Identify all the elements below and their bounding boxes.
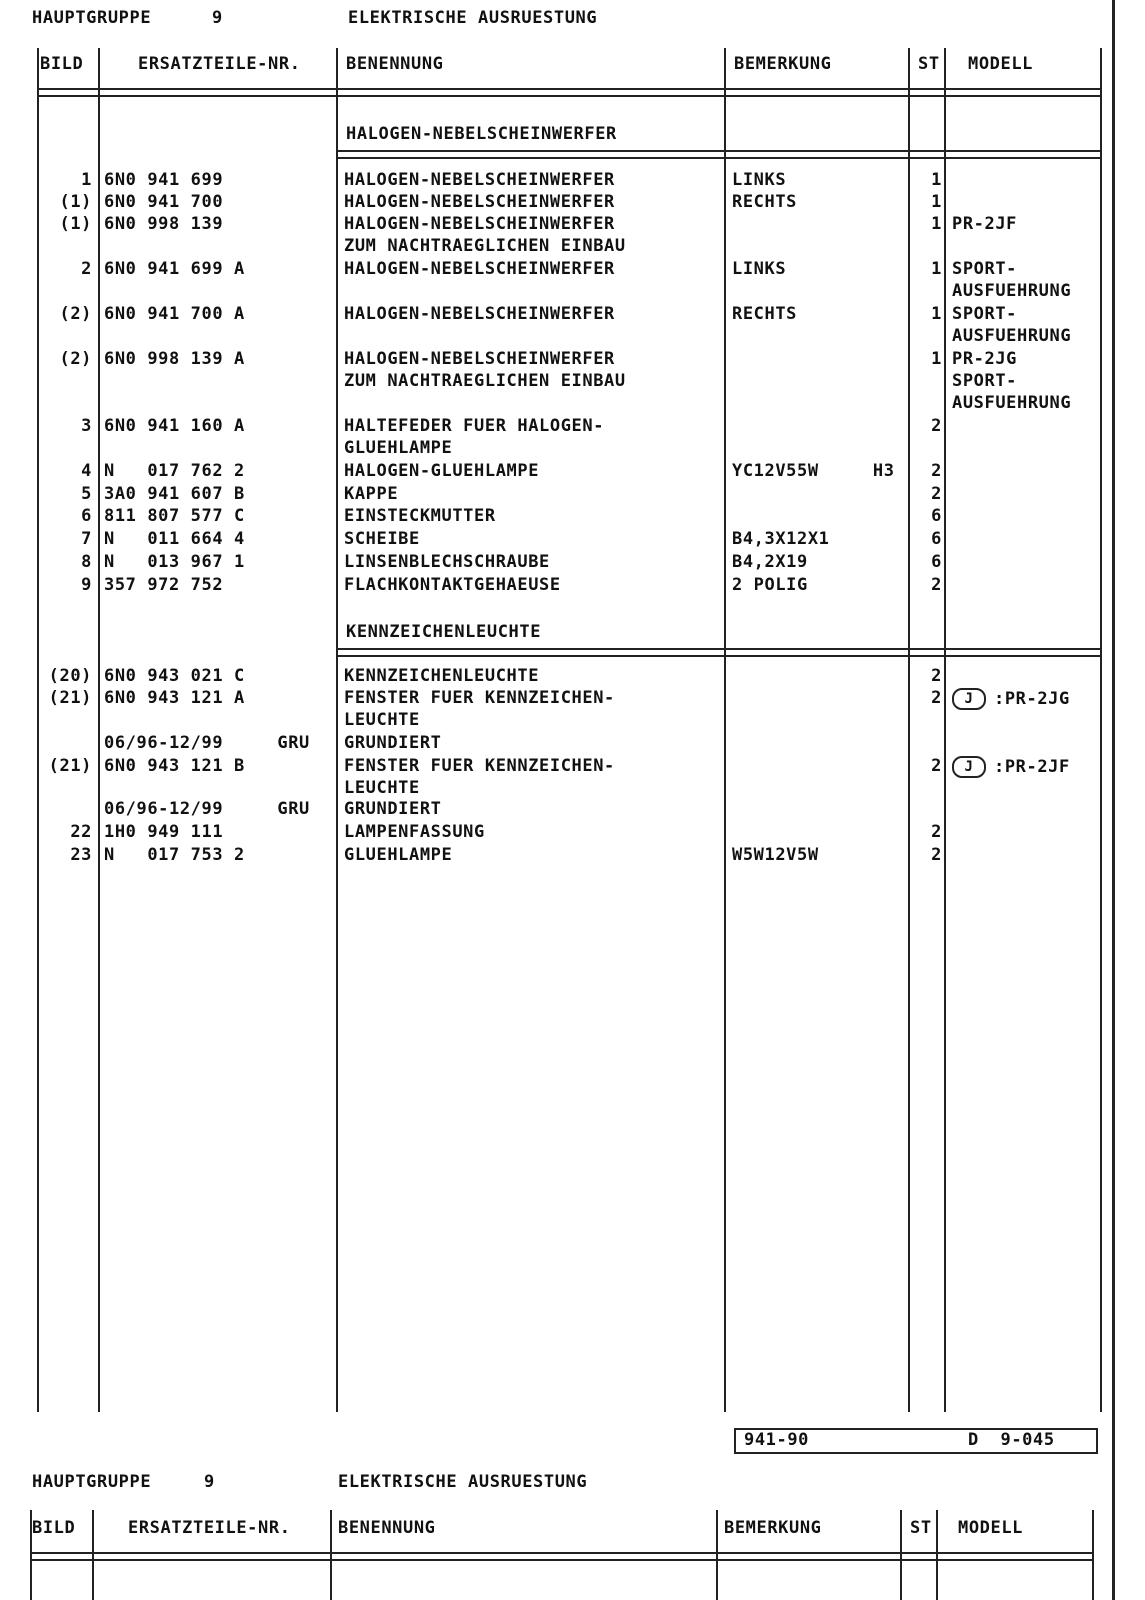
cell-modell: SPORT- [952, 304, 1018, 324]
footer-ref-left: 941-90 [744, 1430, 810, 1450]
column-divider [908, 48, 910, 1412]
col-part-number: ERSATZTEILE-NR. [128, 1518, 291, 1538]
cell-benennung: GLUEHLAMPE [344, 438, 453, 458]
cell-bemerkung: RECHTS [732, 192, 798, 212]
cell-part-number: N 017 753 2 [104, 845, 245, 865]
cell-st: 1 [931, 259, 942, 279]
cell-st: 2 [931, 688, 942, 708]
cell-bild: (1) [59, 214, 92, 234]
col-st: ST [918, 54, 940, 74]
cell-modell: SPORT- [952, 371, 1018, 391]
cell-bild: (20) [48, 666, 92, 686]
cell-benennung: HALOGEN-NEBELSCHEINWERFER [344, 304, 615, 324]
col-part-number: ERSATZTEILE-NR. [138, 54, 301, 74]
cell-st: 1 [931, 214, 942, 234]
cell-benennung: LEUCHTE [344, 778, 420, 798]
cell-benennung: ZUM NACHTRAEGLICHEN EINBAU [344, 371, 626, 391]
cell-benennung: HALOGEN-NEBELSCHEINWERFER [344, 349, 615, 369]
cell-bild: (21) [48, 688, 92, 708]
cell-st: 1 [931, 192, 942, 212]
cell-modell: PR-2JF [952, 214, 1018, 234]
cell-part-number: 811 807 577 C [104, 506, 245, 526]
cell-st: 2 [931, 575, 942, 595]
cell-bild: 6 [81, 506, 92, 526]
column-divider [1092, 1510, 1094, 1600]
model-code-text: :PR-2JF [994, 757, 1070, 777]
section-separator [338, 648, 1100, 657]
col-benennung: BENENNUNG [346, 54, 444, 74]
col-bemerkung: BEMERKUNG [734, 54, 832, 74]
cell-bemerkung: LINKS [732, 170, 787, 190]
cell-benennung: ZUM NACHTRAEGLICHEN EINBAU [344, 236, 626, 256]
cell-bemerkung: W5W12V5W [732, 845, 819, 865]
header-separator [30, 1552, 1092, 1561]
cell-st: 2 [931, 461, 942, 481]
header-separator [38, 88, 1100, 97]
column-divider [336, 48, 338, 1412]
cell-benennung: FLACHKONTAKTGEHAEUSE [344, 575, 561, 595]
cell-part-number: 6N0 941 699 [104, 170, 224, 190]
cell-benennung: KAPPE [344, 484, 399, 504]
page-edge [1112, 0, 1115, 1600]
cell-st: 1 [931, 304, 942, 324]
cell-st: 2 [931, 756, 942, 776]
cell-benennung: GLUEHLAMPE [344, 845, 453, 865]
cell-benennung: HALOGEN-GLUEHLAMPE [344, 461, 540, 481]
cell-benennung: SCHEIBE [344, 529, 420, 549]
cell-benennung: FENSTER FUER KENNZEICHEN- [344, 756, 615, 776]
cell-bemerkung: YC12V55W H3 [732, 461, 895, 481]
cell-benennung: LEUCHTE [344, 710, 420, 730]
cell-part-number: 06/96-12/99 GRU [104, 733, 310, 753]
cell-bild: 3 [81, 416, 92, 436]
cell-part-number: 06/96-12/99 GRU [104, 799, 310, 819]
cell-bild: 8 [81, 552, 92, 572]
section-title-plate: KENNZEICHENLEUCHTE [346, 622, 542, 642]
column-divider [724, 48, 726, 1412]
cell-modell: SPORT- [952, 259, 1018, 279]
model-code-j-icon: J [952, 688, 986, 710]
cell-benennung: LAMPENFASSUNG [344, 822, 485, 842]
cell-bild: (2) [59, 349, 92, 369]
cell-st: 1 [931, 349, 942, 369]
cell-st: 6 [931, 552, 942, 572]
cell-bemerkung: 2 POLIG [732, 575, 808, 595]
cell-modell: AUSFUEHRUNG [952, 281, 1072, 301]
cell-bild: (1) [59, 192, 92, 212]
cell-modell: AUSFUEHRUNG [952, 326, 1072, 346]
cell-part-number: 3A0 941 607 B [104, 484, 245, 504]
section-separator [338, 150, 1100, 159]
cell-benennung: GRUNDIERT [344, 733, 442, 753]
col-st: ST [910, 1518, 932, 1538]
cell-benennung: KENNZEICHENLEUCHTE [344, 666, 540, 686]
col-benennung: BENENNUNG [338, 1518, 436, 1538]
cell-benennung: HALOGEN-NEBELSCHEINWERFER [344, 214, 615, 234]
page-title: ELEKTRISCHE AUSRUESTUNG [348, 8, 598, 28]
cell-benennung: EINSTECKMUTTER [344, 506, 496, 526]
col-bemerkung: BEMERKUNG [724, 1518, 822, 1538]
cell-modell [952, 756, 1102, 778]
cell-st: 6 [931, 529, 942, 549]
cell-bemerkung: B4,3X12X1 [732, 529, 830, 549]
cell-benennung: HALOGEN-NEBELSCHEINWERFER [344, 259, 615, 279]
cell-bild: 5 [81, 484, 92, 504]
cell-part-number: 6N0 998 139 A [104, 349, 245, 369]
cell-bild: 7 [81, 529, 92, 549]
cell-benennung: HALOGEN-NEBELSCHEINWERFER [344, 192, 615, 212]
section-title-fog: HALOGEN-NEBELSCHEINWERFER [346, 124, 617, 144]
col-modell: MODELL [968, 54, 1034, 74]
group-number: 9 [204, 1472, 215, 1492]
cell-part-number: 6N0 943 121 A [104, 688, 245, 708]
cell-part-number: N 017 762 2 [104, 461, 245, 481]
cell-st: 2 [931, 484, 942, 504]
group-label: HAUPTGRUPPE [32, 1472, 152, 1492]
group-label: HAUPTGRUPPE [32, 8, 152, 28]
col-bild: BILD [40, 54, 84, 74]
cell-bild: 23 [70, 845, 92, 865]
cell-bild: (2) [59, 304, 92, 324]
cell-part-number: N 011 664 4 [104, 529, 245, 549]
cell-bild: 4 [81, 461, 92, 481]
model-code-text: :PR-2JG [994, 689, 1070, 709]
cell-bemerkung: LINKS [732, 259, 787, 279]
cell-modell: PR-2JG [952, 349, 1018, 369]
cell-part-number: 6N0 941 160 A [104, 416, 245, 436]
cell-st: 6 [931, 506, 942, 526]
column-divider [98, 48, 100, 1412]
cell-bemerkung: B4,2X19 [732, 552, 808, 572]
cell-benennung: HALTEFEDER FUER HALOGEN- [344, 416, 605, 436]
cell-part-number: 6N0 941 700 A [104, 304, 245, 324]
column-divider [1100, 48, 1102, 1412]
cell-st: 2 [931, 666, 942, 686]
cell-st: 2 [931, 845, 942, 865]
cell-bild: 1 [81, 170, 92, 190]
cell-benennung: FENSTER FUER KENNZEICHEN- [344, 688, 615, 708]
cell-benennung: GRUNDIERT [344, 799, 442, 819]
cell-bild: 22 [70, 822, 92, 842]
column-divider [944, 48, 946, 1412]
model-code-j-icon: J [952, 756, 986, 778]
col-modell: MODELL [958, 1518, 1024, 1538]
column-divider [37, 48, 39, 1412]
cell-part-number: N 013 967 1 [104, 552, 245, 572]
cell-part-number: 1H0 949 111 [104, 822, 224, 842]
cell-bild: 2 [81, 259, 92, 279]
cell-bild: 9 [81, 575, 92, 595]
cell-benennung: HALOGEN-NEBELSCHEINWERFER [344, 170, 615, 190]
cell-bild: (21) [48, 756, 92, 776]
cell-st: 2 [931, 822, 942, 842]
cell-part-number: 6N0 941 700 [104, 192, 224, 212]
col-bild: BILD [32, 1518, 76, 1538]
cell-part-number: 6N0 943 121 B [104, 756, 245, 776]
cell-st: 2 [931, 416, 942, 436]
footer-ref-right: D 9-045 [968, 1430, 1055, 1450]
cell-part-number: 357 972 752 [104, 575, 224, 595]
page-title: ELEKTRISCHE AUSRUESTUNG [338, 1472, 588, 1492]
cell-st: 1 [931, 170, 942, 190]
cell-modell [952, 688, 1102, 710]
cell-part-number: 6N0 941 699 A [104, 259, 245, 279]
cell-modell: AUSFUEHRUNG [952, 393, 1072, 413]
cell-bemerkung: RECHTS [732, 304, 798, 324]
cell-part-number: 6N0 943 021 C [104, 666, 245, 686]
group-number: 9 [212, 8, 223, 28]
cell-part-number: 6N0 998 139 [104, 214, 224, 234]
cell-benennung: LINSENBLECHSCHRAUBE [344, 552, 550, 572]
